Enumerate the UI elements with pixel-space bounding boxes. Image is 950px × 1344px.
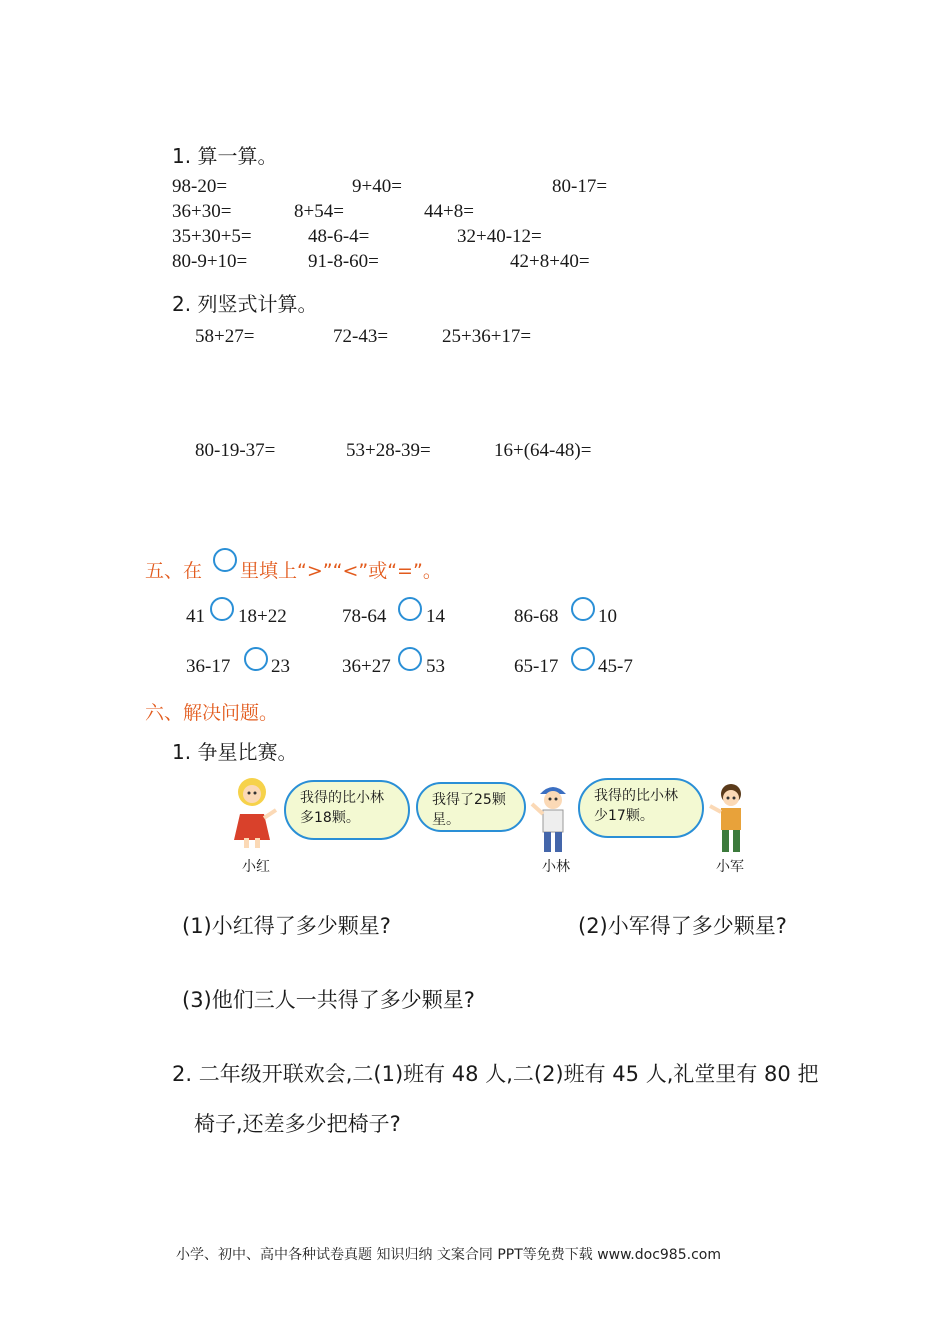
compare-left: 78-64 [342,606,387,627]
question-2-line2: 椅子,还差多少把椅子? [194,1112,401,1136]
footer-text: 小学、初中、高中各种试卷真题 知识归纳 文案合同 PPT等免费下载 www.doc985.com [176,1247,721,1263]
compare-left: 41 [186,606,205,627]
compare-right: 10 [598,606,617,627]
calc-item: 48-6-4= [308,226,370,247]
q1-title: 1. 算一算。 [172,144,278,168]
calc-item: 32+40-12= [457,226,542,247]
compare-left: 36-17 [186,656,231,677]
calc-item: 35+30+5= [172,226,252,247]
section6-title: 六、解决问题。 [145,702,279,724]
answer-circle-icon[interactable] [398,597,422,621]
calc-item: 91-8-60= [308,251,379,272]
calc-item: 42+8+40= [510,251,590,272]
answer-circle-icon[interactable] [571,647,595,671]
compare-right: 14 [426,606,445,627]
calc-item: 36+30= [172,201,232,222]
vertical-item: 16+(64-48)= [494,440,592,461]
vertical-item: 80-19-37= [195,440,276,461]
calc-item: 44+8= [424,201,474,222]
answer-circle-icon[interactable] [210,597,234,621]
calc-item: 80-9+10= [172,251,248,272]
compare-right: 45-7 [598,656,633,677]
question-1-1: (1)小红得了多少颗星? [182,914,391,938]
answer-circle-icon [213,548,237,572]
boy-xiaojun-icon [708,780,754,856]
vertical-item: 53+28-39= [346,440,431,461]
compare-right: 23 [271,656,290,677]
compare-right: 18+22 [238,606,287,627]
q1-star-title: 1. 争星比赛。 [172,740,298,764]
compare-left: 36+27 [342,656,391,677]
compare-left: 65-17 [514,656,559,677]
calc-item: 9+40= [352,176,402,197]
calc-item: 8+54= [294,201,344,222]
vertical-item: 72-43= [333,326,389,347]
name-xiaohong: 小红 [242,859,270,875]
answer-circle-icon[interactable] [398,647,422,671]
speech-bubble-xiaojun: 我得的比小林少17颗。 [594,788,678,824]
compare-right: 53 [426,656,445,677]
question-2-line1: 2. 二年级开联欢会,二(1)班有 48 人,二(2)班有 45 人,礼堂里有 80 把 [172,1062,819,1086]
speech-bubble-xiaohong: 我得的比小林多18颗。 [300,790,384,826]
answer-circle-icon[interactable] [571,597,595,621]
answer-circle-icon[interactable] [244,647,268,671]
vertical-item: 25+36+17= [442,326,532,347]
boy-xiaolin-icon [530,780,576,856]
girl-xiaohong-icon [226,774,278,852]
question-1-3: (3)他们三人一共得了多少颗星? [182,988,475,1012]
question-1-2: (2)小军得了多少颗星? [578,914,787,938]
calc-item: 80-17= [552,176,608,197]
compare-left: 86-68 [514,606,559,627]
calc-item: 98-20= [172,176,228,197]
section5-title-end: 里填上“>”“<”或“=”。 [240,560,442,582]
speech-bubble-xiaolin: 我得了25颗星。 [432,792,506,828]
name-xiaojun: 小军 [716,859,744,875]
vertical-item: 58+27= [195,326,255,347]
section5-title-start: 五、在 [145,560,203,582]
name-xiaolin: 小林 [542,859,570,875]
q2-title: 2. 列竖式计算。 [172,292,318,316]
